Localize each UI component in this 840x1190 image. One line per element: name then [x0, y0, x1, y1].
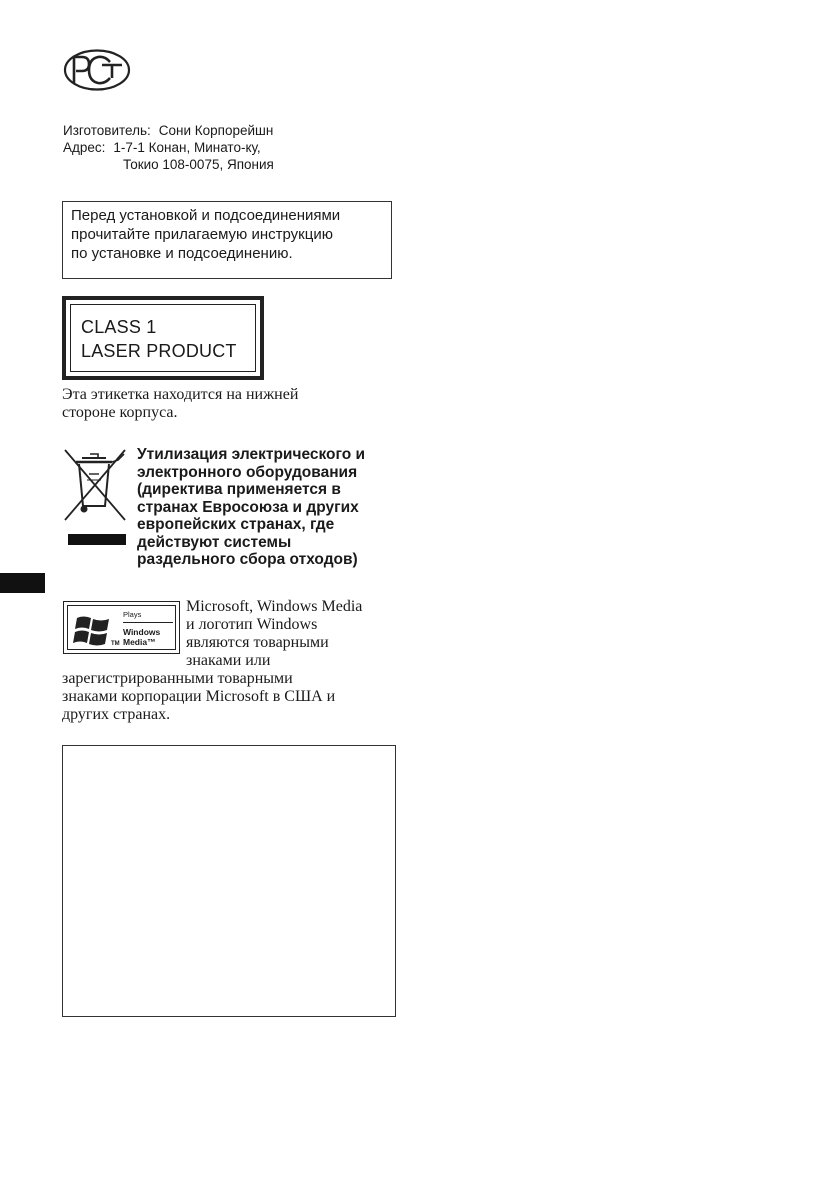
install-notice-box [62, 201, 392, 279]
weee-line: (директива применяется в [137, 481, 341, 498]
trademark-line: других странах. [62, 706, 171, 723]
weee-line: электронного оборудования [137, 463, 358, 481]
crossed-out-wheelie-bin-icon [62, 446, 130, 550]
trademark-text-bottom [62, 670, 402, 724]
section-tab-marker [0, 573, 45, 593]
trademark-line: знаками или [186, 652, 271, 669]
laser-product-label [62, 296, 264, 380]
logo-media: Media™ [123, 637, 156, 647]
trademark-line: Microsoft, Windows Media [186, 598, 363, 615]
weee-line: европейских странах, где [137, 516, 335, 533]
trademark-line: и логотип Windows [186, 616, 318, 633]
weee-line: странах Евросоюза и других [137, 498, 359, 516]
address-line-2: Токио 108-0075, Япония [123, 157, 274, 172]
laser-class-text: CLASS 1 [81, 317, 157, 337]
empty-notice-frame [62, 745, 396, 1017]
address-label: Адрес: [63, 140, 106, 155]
weee-disposal-notice [137, 446, 407, 569]
trademark-line: являются товарными [186, 634, 329, 651]
gost-r-certification-icon [62, 48, 132, 92]
weee-line: действуют системы [137, 533, 292, 551]
install-notice-line-2: прочитайте прилагаемую инструкцию [71, 226, 333, 243]
manufacturer-label: Изготовитель: [63, 123, 151, 138]
laser-product-text: LASER PRODUCT [81, 341, 237, 361]
manufacturer-info [63, 122, 274, 173]
install-notice-line-1: Перед установкой и подсоединениями [71, 207, 341, 224]
weee-line: Утилизация электрического и [137, 446, 366, 463]
laser-note-line-2: стороне корпуса. [62, 404, 178, 421]
weee-line: раздельного сбора отходов) [137, 551, 358, 568]
plays-windows-media-logo [63, 601, 180, 654]
windows-flag-icon [73, 612, 113, 650]
logo-tm: TM [111, 641, 120, 647]
laser-note-line-1: Эта этикетка находится на нижней [62, 386, 299, 403]
logo-windows: Windows [123, 627, 161, 637]
laser-label-note [62, 386, 382, 422]
logo-plays: Plays [123, 610, 142, 619]
install-notice-line-3: по установке и подсоединению. [71, 245, 293, 262]
address-line-1: 1-7-1 Конан, Минато-ку, [113, 140, 261, 155]
trademark-line: знаками корпорации Microsoft в США и [62, 688, 336, 705]
manufacturer-name: Сони Корпорейшн [158, 123, 274, 138]
trademark-line: зарегистрированными товарными [62, 670, 293, 687]
trademark-text-right [186, 598, 396, 670]
